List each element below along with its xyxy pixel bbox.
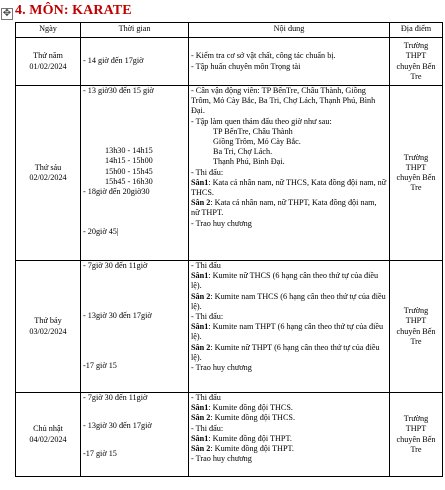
- table-header-row: [16, 23, 443, 38]
- table-row: [16, 38, 443, 86]
- time-cell: - 13 giờ30 đến 15 giờ 13h30 - 14h15 14h15 - 15h00 15h00 - 15h45 15h45 - 16h30 - 18giờ đến 20giờ30 - 20giờ 45|: [81, 86, 189, 261]
- table-row: [16, 86, 443, 261]
- table-row: [16, 261, 443, 393]
- time-cell: - 7giờ 30 đến 11giờ - 13giờ 30 đến 17giờ -17 giờ 15: [81, 261, 189, 393]
- day-cell: Thứ bảy 03/02/2024: [16, 261, 81, 393]
- move-handle-icon[interactable]: ✥: [2, 8, 12, 19]
- time-cell: - 7giờ 30 đến 11giờ - 13giờ 30 đến 17giờ -17 giờ 15: [81, 393, 189, 477]
- table-row: [16, 393, 443, 477]
- place-cell: Trường THPT chuyên Bến Tre: [390, 393, 443, 477]
- day-cell: Chủ nhật 04/02/2024: [16, 393, 81, 477]
- header-content: Nội dung: [189, 23, 390, 38]
- time-cell: - 14 giờ đến 17giờ: [81, 38, 189, 86]
- place-cell: Trường THPT chuyên Bến Tre: [390, 86, 443, 261]
- section-title: 4. MÔN: KARATE: [15, 3, 132, 18]
- content-cell: - Thi đấu Sân1: Kumite đồng đội THCS. Sân 2: Kumite đồng đội THCS. - Thi đấu: Sân1: Kumite đồng đội THPT. Sân 2: Kumite đồng đội THPT. - Trao huy chương: [189, 393, 390, 477]
- header-place: Địa điểm: [390, 23, 443, 38]
- place-cell: Trường THPT chuyên Bến Tre: [390, 38, 443, 86]
- header-time: Thời gian: [81, 23, 189, 38]
- content-cell: - Cân vận động viên: TP BếnTre, Châu Thành, Giồng Trôm, Mỏ Cày Bắc, Ba Tri, Chợ Lách, Thạnh Phú, Bình Đại. - Tập làm quen thảm đấu theo giờ như sau: TP BếnTre, Châu Thành Giồng Trôm, Mỏ Cày Bắc. Ba Tri, Chợ Lách. Thạnh Phú, Bình Đại. - Thi đấu: Sân1: Kata cá nhân nam, nữ THCS, Kata đồng đội nam, nữ THCS. Sân 2: Kata cá nhân nam, nữ THPT, Kata đồng đội nam, nữ THPT. - Trao huy chương: [189, 86, 390, 261]
- place-cell: Trường THPT chuyên Bến Tre: [390, 261, 443, 393]
- day-cell: Thứ sáu 02/02/2024: [16, 86, 81, 261]
- day-cell: Thứ năm 01/02/2024: [16, 38, 81, 86]
- content-cell: - Thi đấu Sân1: Kumite nữ THCS (6 hạng cân theo thứ tự của điều lệ). Sân 2: Kumite nam THCS (6 hạng cân theo thứ tự của điều lệ). - Thi đấu: Sân1: Kumite nam THPT (6 hạng cân theo thứ tự của điều lệ). Sân 2: Kumite nữ THPT (6 hạng cân theo thứ tự của điều lệ). - Trao huy chương: [189, 261, 390, 393]
- header-day: Ngày: [16, 23, 81, 38]
- schedule-table: [15, 22, 443, 477]
- content-cell: - Kiểm tra cơ sở vật chất, công tác chuẩn bị. - Tập huấn chuyên môn Trọng tài: [189, 38, 390, 86]
